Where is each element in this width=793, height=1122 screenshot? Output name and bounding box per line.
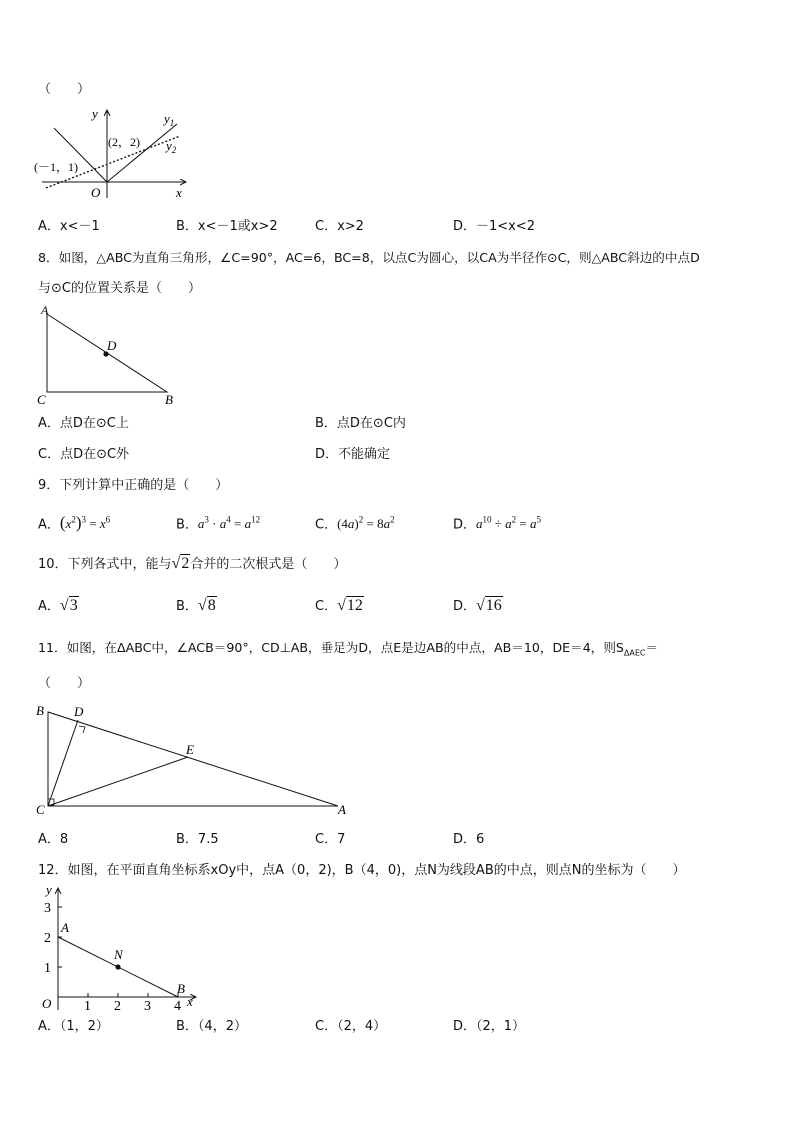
q8-label-d: D xyxy=(107,338,117,353)
q8-option-c[interactable]: C．点D在⊙C外 xyxy=(38,447,130,462)
q10-option-d[interactable] xyxy=(453,598,503,615)
q12-x-tick-label-3: 3 xyxy=(144,999,151,1012)
q10-stem-post: 合并的二次根式是（ ） xyxy=(190,557,347,572)
q12-label-a: A xyxy=(61,920,69,935)
q10-option-a-radical: √3 xyxy=(59,597,78,614)
q11-stem-text: 11．如图，在ΔABC中，∠ACB＝90°，CD⊥AB，垂足为D，点E是边AB的中点，AB＝10，DE＝4，则S xyxy=(38,640,624,655)
q11-option-c[interactable]: C．7 xyxy=(315,832,346,847)
q11-label-c: C xyxy=(36,802,45,817)
q7-origin-label: O xyxy=(91,185,101,200)
q12-option-c[interactable]: C．（2，4） xyxy=(315,1019,387,1034)
q8-stem-line1: 8．如图，△ABC为直角三角形，∠C=90°，AC=6，BC=8，以点C为圆心，以CA为半径作⊙C，则△ABC斜边的中点D xyxy=(38,250,700,265)
q8-label-c: C xyxy=(37,392,46,404)
q7-graph xyxy=(32,106,192,201)
q9-option-b[interactable] xyxy=(176,512,260,533)
q9-option-b-label: B． xyxy=(176,517,198,533)
q9-option-a-formula: $(x^2)^3 = x^6$ xyxy=(59,513,111,533)
q9-option-c[interactable] xyxy=(315,512,395,533)
q11-option-b[interactable]: B．7.5 xyxy=(176,832,219,847)
q11-triangle-figure xyxy=(34,702,354,817)
q12-origin-label: O xyxy=(42,996,52,1011)
q11-stem-sub: ΔAEC xyxy=(623,648,646,658)
q12-option-a[interactable]: A．（1，2） xyxy=(38,1019,109,1034)
q11-paren: （ ） xyxy=(38,676,91,691)
q11-segment-cd xyxy=(48,720,78,806)
q12-label-b: B xyxy=(177,981,185,996)
q7-option-c[interactable]: C．x>2 xyxy=(315,219,364,234)
q9-option-d-label: D． xyxy=(453,517,477,533)
q7-y1-label: $y_1$ xyxy=(164,111,175,128)
q9-option-a[interactable] xyxy=(38,512,110,533)
q12-y-tick-label-3: 3 xyxy=(44,901,51,916)
q8-option-d[interactable]: D．不能确定 xyxy=(315,447,391,462)
q7-option-d[interactable]: D．－1<x<2 xyxy=(453,219,536,234)
q7-line-y1-right xyxy=(107,124,177,182)
q11-label-e: E xyxy=(186,742,194,757)
q11-label-b: B xyxy=(36,703,44,718)
q8-stem-line2: 与⊙C的位置关系是（ ） xyxy=(38,281,201,296)
q8-triangle-figure xyxy=(35,304,185,404)
q9-option-d-formula: $a^{10} \div a^2 = a^5$ xyxy=(476,515,541,532)
q12-x-label: x xyxy=(187,994,193,1009)
q12-coordinate-figure xyxy=(32,884,207,1012)
q7-y2-label: $y_2$ xyxy=(166,138,177,155)
q7-option-b[interactable]: B．x<－1或x>2 xyxy=(176,219,278,234)
q7-option-a[interactable]: A．x<－1 xyxy=(38,219,100,234)
q12-stem: 12．如图，在平面直角坐标系xOy中，点A（0，2)，B（4，0)，点N为线段AB的中点，则点N的坐标为（ ） xyxy=(38,863,686,878)
q10-option-d-label: D． xyxy=(453,599,477,614)
q9-option-c-label: C． xyxy=(315,517,338,533)
q8-label-b: B xyxy=(165,392,173,404)
q10-option-b[interactable] xyxy=(176,598,217,615)
q11-segment-ce xyxy=(48,757,188,806)
q7-x-label: x xyxy=(176,185,182,200)
q9-option-c-formula: $(4a)^2 = 8a^2$ xyxy=(337,515,395,532)
q11-triangle xyxy=(48,712,338,806)
q11-stem xyxy=(38,640,658,662)
q10-option-c-label: C． xyxy=(315,599,338,614)
q11-stem-end: ＝ xyxy=(645,640,659,655)
q10-stem-radical: √2 xyxy=(171,555,190,572)
q12-point-n xyxy=(115,964,120,969)
q7-point-2-2: (2，2) xyxy=(108,135,140,149)
q10-option-a[interactable] xyxy=(38,598,79,615)
q12-option-b[interactable]: B．（4，2） xyxy=(176,1019,247,1034)
q10-option-b-label: B． xyxy=(176,599,198,614)
q9-option-a-label: A． xyxy=(38,517,60,533)
q10-option-d-radical: √16 xyxy=(476,597,502,614)
q12-x-tick-label-2: 2 xyxy=(114,999,121,1012)
q10-option-a-label: A． xyxy=(38,599,60,614)
q12-y-tick-label-2: 2 xyxy=(44,931,51,946)
q11-label-d: D xyxy=(74,704,84,719)
q10-option-c-radical: √12 xyxy=(337,597,363,614)
q8-option-b[interactable]: B．点D在⊙C内 xyxy=(315,416,406,431)
q10-option-b-radical: √8 xyxy=(197,597,216,614)
q7-y-label: y xyxy=(92,106,98,121)
q9-option-d[interactable] xyxy=(453,512,541,533)
q11-label-a: A xyxy=(338,802,346,817)
q8-label-a: A xyxy=(41,304,49,317)
q7-point-neg1-1: (－1，1) xyxy=(34,160,78,174)
q7-paren: （ ） xyxy=(38,82,91,97)
q12-label-n: N xyxy=(114,947,123,962)
q12-option-d[interactable]: D．（2，1） xyxy=(453,1019,526,1034)
q9-stem: 9．下列计算中正确的是（ ） xyxy=(38,478,229,493)
q12-y-tick-label-1: 1 xyxy=(44,961,51,976)
q11-right-angle-d xyxy=(79,726,85,733)
q10-option-c[interactable] xyxy=(315,598,364,615)
q12-y-label: y xyxy=(46,884,52,897)
q11-option-d[interactable]: D．6 xyxy=(453,832,485,847)
q9-option-b-formula: $a^3 \cdot a^4 = a^{12}$ xyxy=(197,515,261,532)
q12-x-tick-label-4: 4 xyxy=(174,999,181,1012)
q12-x-tick-label-1: 1 xyxy=(84,999,91,1012)
q11-option-a[interactable]: A．8 xyxy=(38,832,69,847)
q10-stem-pre: 10．下列各式中，能与 xyxy=(38,557,172,572)
q10-stem xyxy=(38,556,346,573)
q8-option-a[interactable]: A．点D在⊙C上 xyxy=(38,416,129,431)
